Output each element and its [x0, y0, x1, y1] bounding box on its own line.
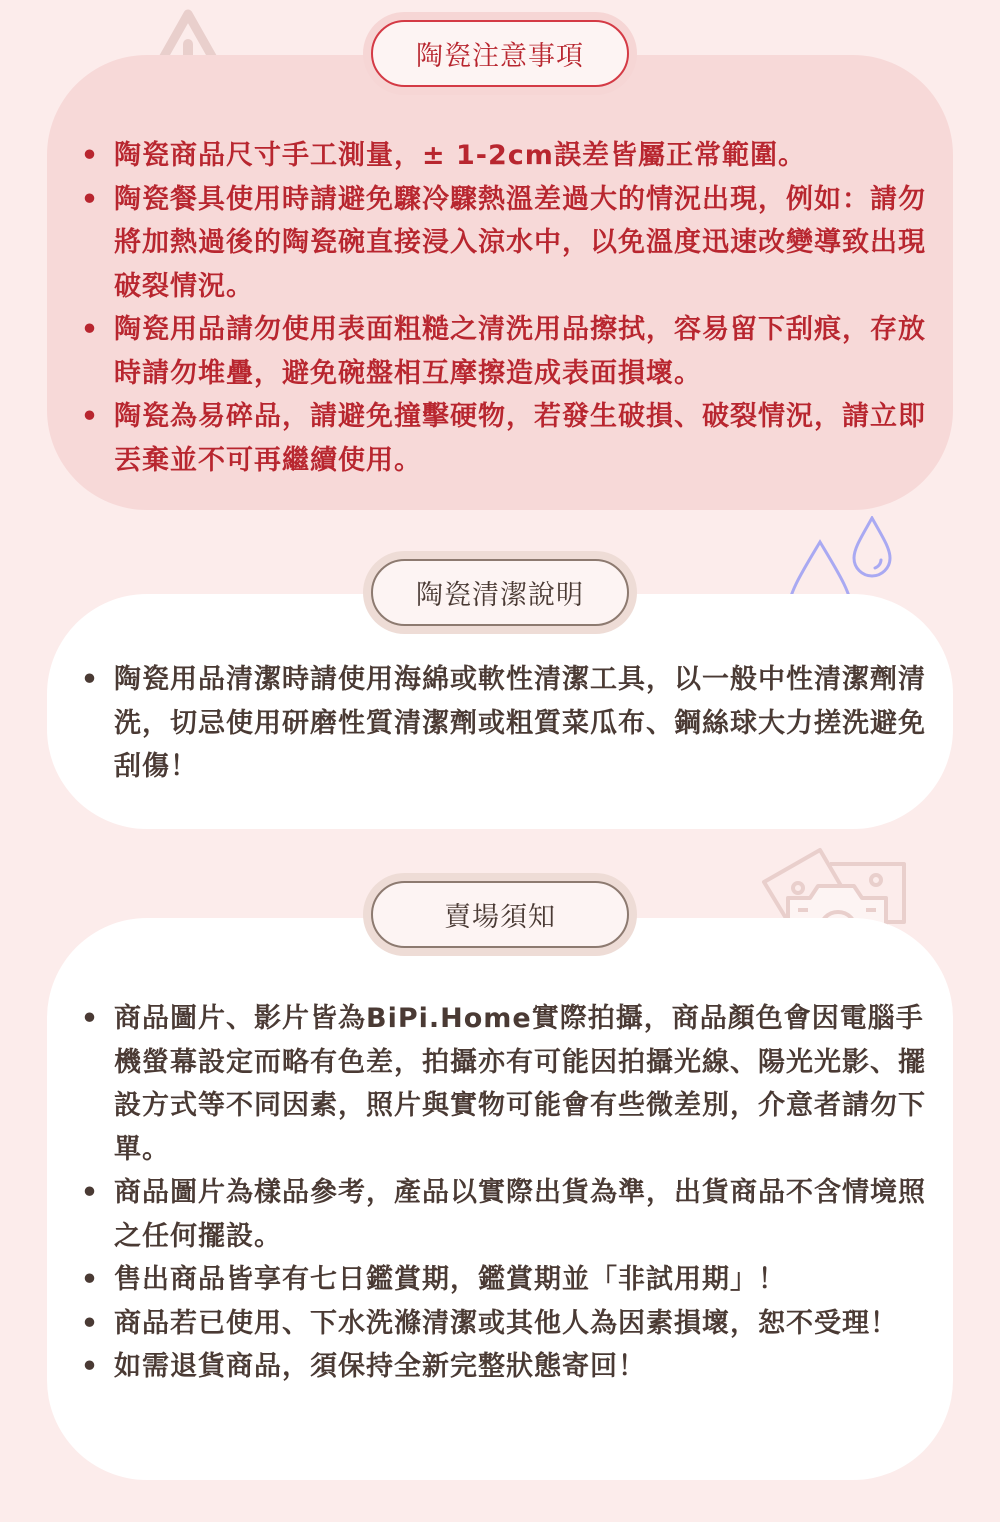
cleaning-item-text: 陶瓷用品清潔時請使用海綿或軟性清潔工具，以一般中性清潔劑清洗，切忌使用研磨性質清潔劑或粗質菜瓜布、鋼絲球大力搓洗避免刮傷！	[114, 664, 926, 782]
cleaning-list	[78, 658, 928, 789]
warning-title-pill	[363, 12, 637, 95]
bullet: •	[80, 401, 100, 432]
shop-list	[78, 997, 928, 1389]
warning-item-text: 陶瓷餐具使用時請避免驟冷驟熱溫差過大的情況出現，例如：請勿將加熱過後的陶瓷碗直接浸入涼水中，以免溫度迅速改變導致出現破裂情況。	[114, 183, 926, 302]
shop-item-text: 商品圖片、影片皆為BiPi.Home實際拍攝，商品顏色會因電腦手機螢幕設定而略有色差，拍攝亦有可能因拍攝光線、陽光光影、擺設方式等不同因素，照片與實物可能會有些微差別，介意者請勿下單。	[114, 1003, 926, 1165]
bullet: •	[80, 140, 100, 171]
bullet: •	[80, 664, 100, 695]
warning-item-text: 陶瓷為易碎品，請避免撞擊硬物，若發生破損、破裂情況，請立即丟棄並不可再繼續使用。	[114, 401, 926, 476]
shop-item-text: 商品圖片為樣品參考，產品以實際出貨為準，出貨商品不含情境照之任何擺設。	[114, 1177, 926, 1252]
bullet: •	[80, 183, 100, 215]
shop-item	[78, 1302, 928, 1346]
shop-title-pill	[363, 873, 637, 956]
bullet: •	[80, 1351, 100, 1382]
shop-item-text: 如需退貨商品，須保持全新完整狀態寄回！	[114, 1351, 646, 1382]
cleaning-title-pill	[363, 551, 637, 634]
shop-item	[78, 1258, 928, 1302]
bullet: •	[80, 1307, 100, 1339]
warning-title: 陶瓷注意事項	[371, 20, 629, 87]
cleaning-item	[78, 658, 928, 789]
bullet: •	[80, 1003, 100, 1034]
warning-item	[78, 178, 928, 309]
warning-item	[78, 134, 928, 178]
warning-item	[78, 308, 928, 395]
shop-item	[78, 1345, 928, 1389]
warning-item-text: 陶瓷用品請勿使用表面粗糙之清洗用品擦拭，容易留下刮痕，存放時請勿堆疊，避免碗盤相互摩擦造成表面損壞。	[114, 314, 926, 389]
shop-item	[78, 997, 928, 1171]
shop-item	[78, 1171, 928, 1258]
warning-item	[78, 395, 928, 482]
bullet: •	[80, 314, 100, 345]
shop-title: 賣場須知	[371, 881, 629, 948]
cleaning-title: 陶瓷清潔說明	[371, 559, 629, 626]
shop-item-text: 售出商品皆享有七日鑑賞期，鑑賞期並「非試用期」！	[114, 1264, 786, 1295]
shop-item-text: 商品若已使用、下水洗滌清潔或其他人為因素損壞，恕不受理！	[114, 1307, 898, 1339]
bullet: •	[80, 1264, 100, 1295]
bullet: •	[80, 1177, 100, 1208]
warning-item-text: 陶瓷商品尺寸手工測量，± 1-2cm誤差皆屬正常範圍。	[114, 140, 806, 171]
warning-list	[78, 134, 928, 482]
